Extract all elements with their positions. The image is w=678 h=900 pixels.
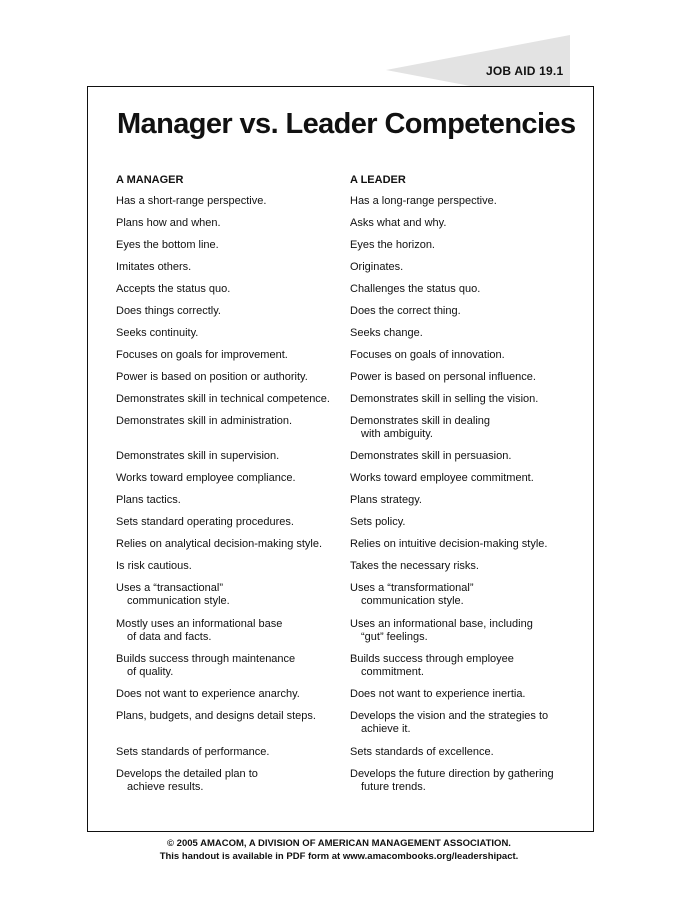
competency-text-line: Demonstrates skill in technical competence.: [116, 393, 330, 405]
leader-competency-item: [350, 217, 446, 230]
competency-text-line: Relies on intuitive decision-making style.: [350, 538, 548, 550]
manager-competency-item: [116, 688, 300, 701]
manager-column-header: A MANAGER: [116, 174, 184, 186]
competency-text-line: Sets standard operating procedures.: [116, 516, 294, 528]
manager-competency-item: [116, 450, 279, 463]
competency-text-line: Uses a “transactional”: [116, 582, 223, 594]
competency-text-line: Demonstrates skill in administration.: [116, 415, 293, 427]
competency-text-line: Accepts the status quo.: [116, 283, 231, 295]
competency-text-line: Plans tactics.: [116, 494, 181, 506]
leader-competency-item: [350, 472, 534, 485]
leader-competency-item: [350, 239, 435, 252]
leader-competency-item: [350, 653, 514, 679]
competency-text-line: Sets standards of excellence.: [350, 746, 494, 758]
competency-text-line: communication style.: [127, 595, 230, 607]
manager-competency-item: [116, 327, 198, 340]
competency-text-line: future trends.: [361, 781, 426, 793]
copyright-notice: © 2005 AMACOM, A DIVISION OF AMERICAN MANAGEMENT ASSOCIATION.: [167, 838, 511, 849]
competency-text-line: Builds success through employee: [350, 653, 514, 665]
leader-competency-item: [350, 746, 494, 759]
competency-text-line: Relies on analytical decision-making style.: [116, 538, 323, 550]
competency-text-line: with ambiguity.: [361, 428, 433, 440]
manager-competency-item: [116, 239, 219, 252]
competency-text-line: Works toward employee commitment.: [350, 472, 534, 484]
manager-competency-item: [116, 582, 230, 608]
leader-competency-item: [350, 450, 511, 463]
competency-text-line: Does not want to experience anarchy.: [116, 688, 300, 700]
competency-text-line: Does things correctly.: [116, 305, 221, 317]
leader-competency-item: [350, 415, 490, 441]
competency-text-line: commitment.: [361, 666, 424, 678]
leader-column-header: A LEADER: [350, 174, 406, 186]
leader-competency-item: [350, 283, 480, 296]
competency-text-line: Does the correct thing.: [350, 305, 461, 317]
manager-competency-item: [116, 371, 308, 384]
competency-text-line: Demonstrates skill in dealing: [350, 415, 491, 427]
manager-competency-item: [116, 618, 282, 644]
competency-text-line: Seeks continuity.: [116, 327, 199, 339]
competency-text-line: Mostly uses an informational base: [116, 618, 283, 630]
leader-competency-item: [350, 305, 461, 318]
competency-text-line: Demonstrates skill in selling the vision.: [350, 393, 539, 405]
leader-competency-item: [350, 349, 505, 362]
competency-text-line: Focuses on goals for improvement.: [116, 349, 288, 361]
competency-text-line: achieve results.: [127, 781, 204, 793]
manager-competency-item: [116, 261, 191, 274]
competency-text-line: Power is based on personal influence.: [350, 371, 536, 383]
manager-competency-item: [116, 516, 294, 529]
leader-competency-item: [350, 195, 497, 208]
competency-text-line: of quality.: [127, 666, 174, 678]
competency-text-line: Challenges the status quo.: [350, 283, 481, 295]
competency-text-line: Builds success through maintenance: [116, 653, 296, 665]
leader-competency-item: [350, 618, 533, 644]
competency-text-line: Sets policy.: [350, 516, 406, 528]
competency-text-line: Imitates others.: [116, 261, 192, 273]
competency-text-line: Has a short-range perspective.: [116, 195, 267, 207]
competency-text-line: Power is based on position or authority.: [116, 371, 308, 383]
competency-text-line: Focuses on goals of innovation.: [350, 349, 505, 361]
competency-text-line: Is risk cautious.: [116, 560, 192, 572]
competency-text-line: Uses a “transformational”: [350, 582, 474, 594]
leader-competency-item: [350, 768, 554, 794]
competency-text-line: Uses an informational base, including: [350, 618, 533, 630]
manager-competency-item: [116, 653, 295, 679]
competency-text-line: Plans, budgets, and designs detail steps.: [116, 710, 316, 722]
leader-competency-item: [350, 261, 403, 274]
competency-text-line: Demonstrates skill in supervision.: [116, 450, 280, 462]
leader-competency-item: [350, 371, 536, 384]
manager-competency-item: [116, 217, 221, 230]
competency-text-line: Takes the necessary risks.: [350, 560, 479, 572]
manager-competency-item: [116, 349, 288, 362]
competency-text-line: Originates.: [350, 261, 404, 273]
competency-text-line: Plans strategy.: [350, 494, 422, 506]
competency-text-line: Does not want to experience inertia.: [350, 688, 526, 700]
manager-competency-item: [116, 393, 330, 406]
manager-competency-item: [116, 768, 258, 794]
competency-text-line: Asks what and why.: [350, 217, 447, 229]
leader-competency-item: [350, 560, 479, 573]
manager-competency-item: [116, 538, 322, 551]
manager-competency-item: [116, 283, 230, 296]
competency-text-line: Sets standards of performance.: [116, 746, 270, 758]
leader-competency-item: [350, 582, 474, 608]
competency-text-line: Eyes the horizon.: [350, 239, 435, 251]
competency-text-line: Seeks change.: [350, 327, 423, 339]
page-title: Manager vs. Leader Competencies: [117, 108, 576, 140]
competency-text-line: Develops the vision and the strategies to: [350, 710, 549, 722]
competency-text-line: Develops the detailed plan to: [116, 768, 258, 780]
competency-text-line: achieve it.: [361, 723, 411, 735]
leader-competency-item: [350, 710, 548, 736]
manager-competency-item: [116, 494, 181, 507]
manager-competency-item: [116, 415, 292, 428]
competency-text-line: Develops the future direction by gathering: [350, 768, 554, 780]
pdf-availability-note: This handout is available in PDF form at www.amacombooks.org/leadershipact.: [159, 851, 519, 862]
manager-competency-item: [116, 746, 269, 759]
leader-competency-item: [350, 688, 526, 701]
competency-text-line: Plans how and when.: [116, 217, 221, 229]
leader-competency-item: [350, 516, 405, 529]
competency-text-line: Eyes the bottom line.: [116, 239, 219, 251]
competency-text-line: of data and facts.: [127, 631, 212, 643]
job-aid-label: JOB AID 19.1: [486, 64, 564, 78]
leader-competency-item: [350, 393, 538, 406]
leader-competency-item: [350, 494, 422, 507]
manager-competency-item: [116, 195, 266, 208]
leader-competency-item: [350, 327, 423, 340]
manager-competency-item: [116, 560, 192, 573]
manager-competency-item: [116, 710, 316, 723]
manager-competency-item: [116, 305, 221, 318]
competency-text-line: Has a long-range perspective.: [350, 195, 497, 207]
leader-competency-item: [350, 538, 547, 551]
competency-text-line: “gut” feelings.: [361, 631, 428, 643]
competency-text-line: Works toward employee compliance.: [116, 472, 296, 484]
competency-text-line: communication style.: [361, 595, 464, 607]
competency-text-line: Demonstrates skill in persuasion.: [350, 450, 512, 462]
manager-competency-item: [116, 472, 296, 485]
